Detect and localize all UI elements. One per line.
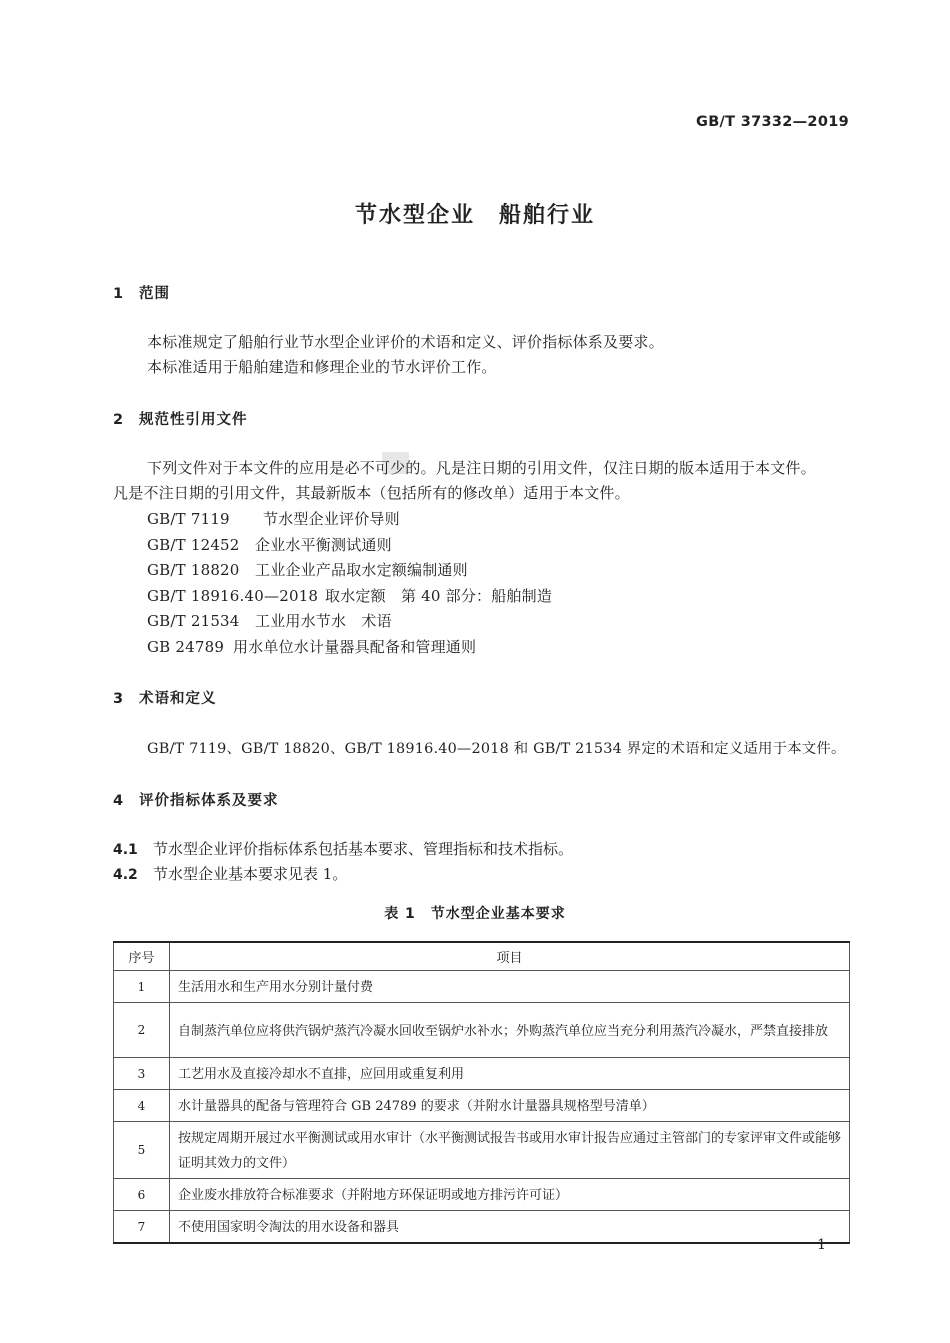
- section-title: 规范性引用文件: [139, 412, 248, 428]
- row-seq: 7: [114, 1211, 170, 1244]
- paragraph: GB/T 7119、GB/T 18820、GB/T 18916.40—2018 和 GB/T 21534 界定的术语和定义适用于本文件。: [147, 741, 846, 757]
- clause-number: 4.2: [113, 867, 138, 883]
- row-seq: 5: [114, 1122, 170, 1179]
- table-row: [114, 971, 850, 1003]
- row-item: 不使用国家明令淘汰的用水设备和器具: [170, 1211, 850, 1244]
- reference-code: GB 24789: [147, 638, 225, 656]
- row-item: 生活用水和生产用水分别计量付费: [170, 971, 850, 1003]
- row-seq: 6: [114, 1179, 170, 1211]
- paragraph: 下列文件对于本文件的应用是必不可少的。凡是注日期的引用文件，仅注日期的版本适用于本文件。凡是不注日期的引用文件，其最新版本（包括所有的修改单）适用于本文件。: [113, 459, 816, 502]
- section-number: 3: [113, 691, 125, 707]
- section-title: 范围: [139, 286, 170, 302]
- reference-title: 节水型企业评价导则: [263, 510, 400, 528]
- section-title: 评价指标体系及要求: [139, 793, 279, 809]
- section-number: 1: [113, 286, 125, 302]
- paragraph: 本标准规定了船舶行业节水型企业评价的术语和定义、评价指标体系及要求。: [147, 333, 664, 351]
- row-seq: 4: [114, 1090, 170, 1122]
- reference-entry: [147, 610, 392, 631]
- row-seq: 3: [114, 1058, 170, 1090]
- reference-entry: [147, 585, 552, 606]
- reference-title: 用水单位水计量器具配备和管理通则: [233, 638, 477, 656]
- table-row: [114, 1122, 850, 1179]
- clause: [113, 863, 347, 884]
- clause-number: 4.1: [113, 842, 138, 858]
- reference-code: GB/T 21534: [147, 612, 240, 630]
- reference-code: GB/T 7119: [147, 510, 230, 528]
- reference-entry: [147, 508, 400, 529]
- reference-entry: [147, 559, 468, 580]
- reference-code: GB/T 12452: [147, 536, 240, 554]
- row-seq: 2: [114, 1003, 170, 1058]
- reference-title: 企业水平衡测试通则: [255, 536, 392, 554]
- section-4-heading: [113, 789, 279, 810]
- row-item: 自制蒸汽单位应将供汽锅炉蒸汽冷凝水回收至锅炉水补水；外购蒸汽单位应当充分利用蒸汽冷凝水，严禁直接排放: [170, 1003, 850, 1058]
- column-header-seq: 序号: [114, 942, 170, 971]
- clause-text: 节水型企业评价指标体系包括基本要求、管理指标和技术指标。: [153, 840, 574, 858]
- table-row: [114, 1003, 850, 1058]
- reference-entry: [147, 636, 476, 657]
- section-2-heading: [113, 408, 248, 429]
- row-seq: 1: [114, 971, 170, 1003]
- reference-title: 取水定额 第 40 部分：船舶制造: [325, 587, 553, 605]
- page-number: 1: [817, 1237, 826, 1253]
- requirements-table: [113, 941, 850, 1244]
- section-3-heading: [113, 687, 217, 708]
- reference-code: GB/T 18916.40—2018: [147, 587, 319, 605]
- row-item: 企业废水排放符合标准要求（并附地方环保证明或地方排污许可证）: [170, 1179, 850, 1211]
- column-header-item: 项目: [170, 942, 850, 971]
- table-row: [114, 1179, 850, 1211]
- table-header-row: [114, 942, 850, 971]
- paragraph: 本标准适用于船舶建造和修理企业的节水评价工作。: [147, 358, 497, 376]
- reference-title: 工业企业产品取水定额编制通则: [255, 561, 468, 579]
- table-row: [114, 1058, 850, 1090]
- document-title: 节水型企业 船舶行业: [354, 203, 595, 228]
- table-row: [114, 1090, 850, 1122]
- clause-text: 节水型企业基本要求见表 1。: [153, 865, 348, 883]
- row-item: 水计量器具的配备与管理符合 GB 24789 的要求（并附水计量器具规格型号清单）: [170, 1090, 850, 1122]
- row-item: 按规定周期开展过水平衡测试或用水审计（水平衡测试报告书或用水审计报告应通过主管部门的专家评审文件或能够证明其效力的文件）: [170, 1122, 850, 1179]
- section-number: 4: [113, 793, 125, 809]
- section-1-heading: [113, 282, 170, 303]
- standard-code: GB/T 37332—2019: [696, 114, 849, 130]
- table-caption: 表 1 节水型企业基本要求: [384, 906, 566, 922]
- section-number: 2: [113, 412, 125, 428]
- reference-code: GB/T 18820: [147, 561, 240, 579]
- reference-title: 工业用水节水 术语: [255, 612, 392, 630]
- table-row: [114, 1211, 850, 1244]
- clause: [113, 838, 573, 859]
- section-title: 术语和定义: [139, 691, 217, 707]
- row-item: 工艺用水及直接冷却水不直排，应回用或重复利用: [170, 1058, 850, 1090]
- reference-entry: [147, 534, 392, 555]
